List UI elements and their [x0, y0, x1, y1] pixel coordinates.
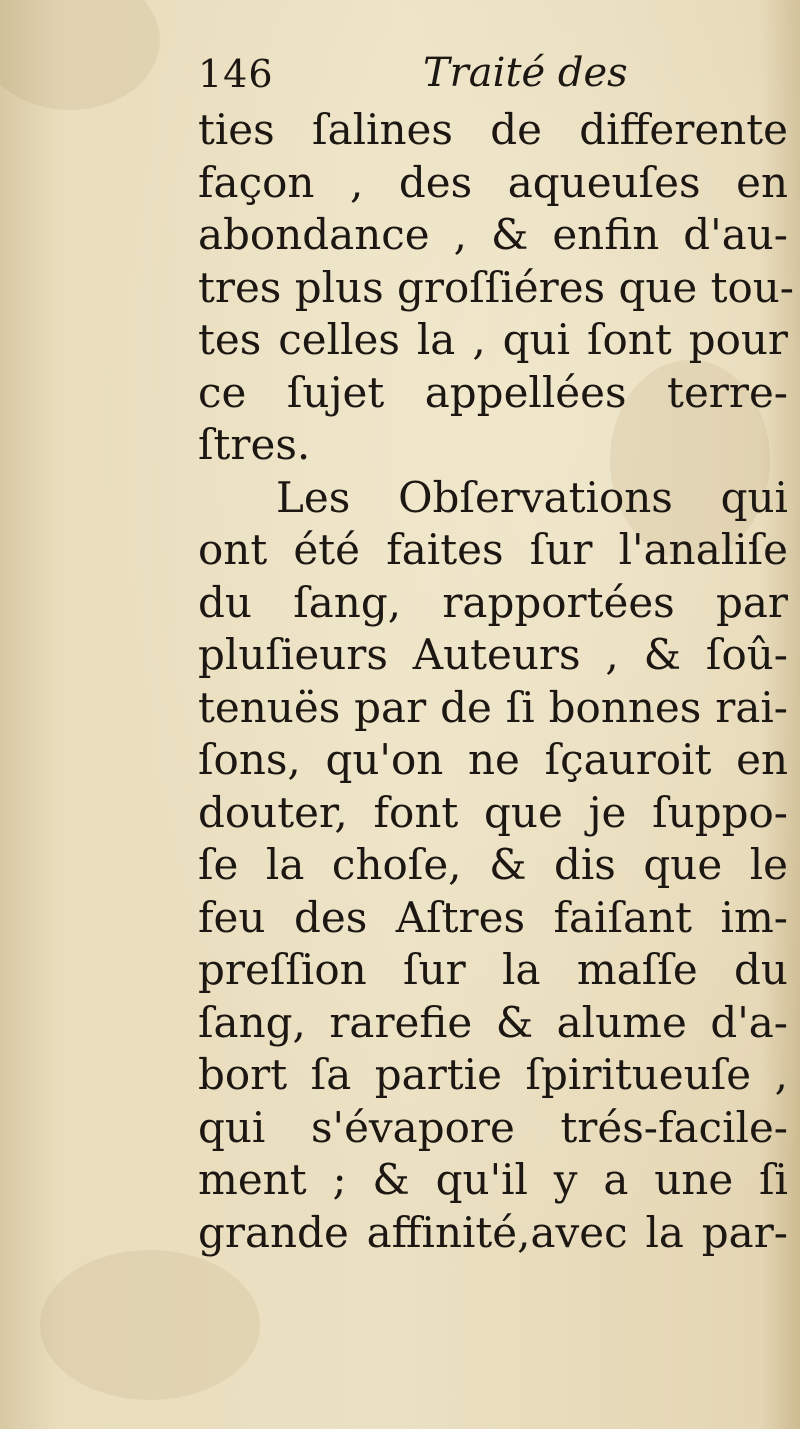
- body-text: [198, 104, 794, 1259]
- text-line: ment ; & qu'il y a une ſi: [198, 1155, 788, 1204]
- page-number: 146: [198, 52, 274, 96]
- text-line: ties ſalines de differente: [198, 105, 788, 154]
- text-line: preſſion ſur la maſſe du: [198, 945, 788, 994]
- paragraph-start-line: Les Obſervations qui: [276, 472, 788, 522]
- text-line: grande affinité,avec la par-: [198, 1207, 788, 1257]
- text-line: pluſieurs Auteurs , & ſoû-: [198, 630, 788, 679]
- text-line: tenuës par de ſi bonnes rai-: [198, 682, 788, 732]
- text-line: du ſang, rapportées par: [198, 577, 788, 627]
- paper-stain: [0, 0, 160, 110]
- text-line: ſang, rarefie & alume d'a-: [198, 997, 788, 1047]
- text-line: ſtres.: [198, 420, 311, 469]
- text-line: façon , des aqueuſes en: [198, 157, 788, 207]
- text-line: feu des Aſtres faiſant im-: [198, 892, 788, 942]
- running-head: Traité des: [423, 50, 628, 96]
- text-line: douter, font que je ſuppo-: [198, 787, 788, 837]
- text-line: ont été faites ſur l'analiſe: [198, 525, 788, 574]
- text-line: abondance , & enfin d'au-: [198, 210, 788, 259]
- text-line: ſe la choſe, & dis que le: [198, 840, 788, 889]
- text-line: ce ſujet appellées terre-: [198, 367, 788, 417]
- paper-stain: [40, 1250, 260, 1400]
- text-line: bort ſa partie ſpiritueuſe ,: [198, 1050, 788, 1099]
- text-line: qui s'évapore trés-facile-: [198, 1102, 788, 1152]
- text-line: tes celles la , qui ſont pour: [198, 315, 788, 364]
- text-line: tres plus groſſiéres que tou-: [198, 262, 794, 312]
- page-header: [198, 50, 758, 110]
- text-line: ſons, qu'on ne ſçauroit en: [198, 735, 788, 784]
